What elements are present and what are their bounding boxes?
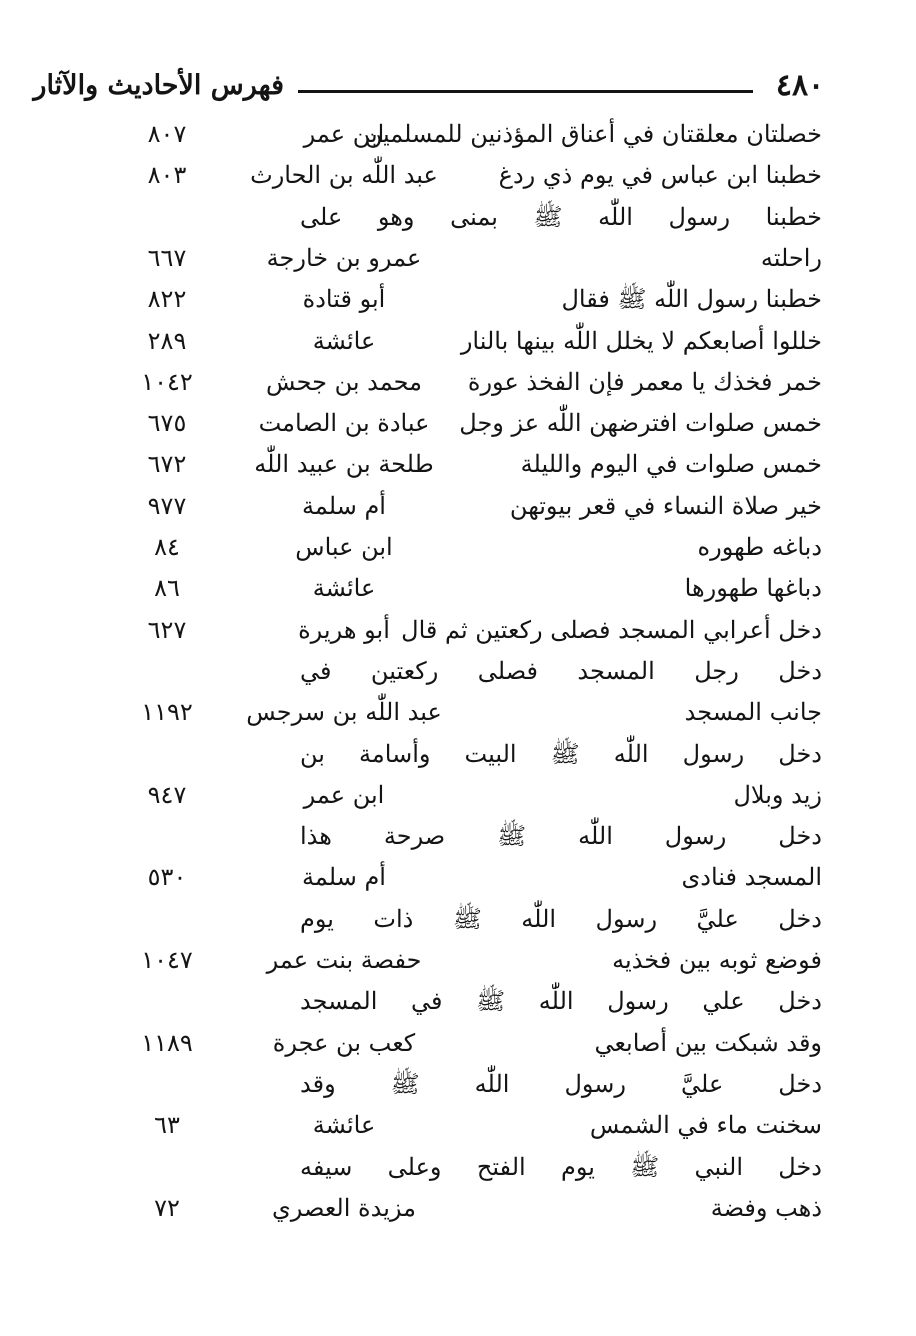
hadith-text-line: دخل علي رسول اللّٰه ﷺ في المسجد [300,987,822,1016]
narrator-name: عائشة [312,574,376,603]
narrator-name: حفصة بنت عمر [266,946,422,974]
narrator-name: أبو قتادة [302,285,386,314]
page-reference: ٦٣ [154,1111,180,1140]
page-reference: ١٠٤٢ [141,367,193,396]
narrator-name: أبو هريرة [298,615,390,644]
page-reference: ٢٨٩ [147,326,187,355]
hadith-text-line: خمس صلوات افترضهن اللّٰه عز وجل [459,409,822,438]
page-reference: ٦٧٢ [147,450,187,479]
narrator-name: أم سلمة [302,491,386,520]
page-reference: ٨٠٧ [147,120,187,148]
hadith-text-line: خللوا أصابعكم لا يخلل اللّٰه بينها بالنار [460,326,822,355]
narrator-name: عبد اللّٰه بن الحارث [250,161,438,190]
hadith-text-line: خطبنا رسول اللّٰه ﷺ فقال [561,285,822,314]
hadith-text-line: سخنت ماء في الشمس [589,1111,822,1140]
narrator-name: عائشة [312,326,376,355]
narrator-name: عمرو بن خارجة [266,243,422,272]
page-reference: ٩٤٧ [147,780,187,809]
hadith-text-line: خمر فخذك يا معمر فإن الفخذ عورة [467,367,822,396]
page-reference: ١١٩٢ [141,698,193,727]
page-reference: ٥٣٠ [147,863,187,892]
narrator-name: عبد اللّٰه بن سرجس [246,698,442,727]
narrator-name: عائشة [312,1111,376,1140]
narrator-name: ابن عمر [303,780,385,809]
hadith-text-line: المسجد فنادى [681,863,822,892]
running-title: فهرس الأحاديث والآثار [33,70,284,101]
page-reference: ٦٦٧ [147,243,187,272]
hadith-text-line: دباغها طهورها [684,574,822,603]
page-reference: ٦٧٥ [147,409,187,438]
page-reference: ٨٢٢ [147,285,187,314]
narrator-name: ابن عباس [295,533,393,561]
hadith-text-line: فوضع ثوبه بين فخذيه [612,946,822,974]
hadith-text-line: دخل رجل المسجد فصلى ركعتين في [300,656,822,685]
hadith-text-line: دخل عليَّ رسول اللّٰه ﷺ ذات يوم [300,904,822,933]
narrator-name: مزيدة العصري [272,1193,416,1222]
hadith-text-line: خير صلاة النساء في قعر بيوتهن [509,491,822,520]
narrator-name: عبادة بن الصامت [258,409,430,438]
hadith-text-line: دخل رسول اللّٰه ﷺ صرحة هذا [300,822,822,851]
hadith-text-line: خصلتان معلقتان في أعناق المؤذنين للمسلمين [364,120,822,148]
page-reference: ١١٨٩ [141,1028,193,1057]
page-reference: ٨٤ [154,533,180,561]
page-reference: ٨٠٣ [147,161,187,190]
narrator-name: كعب بن عجرة [272,1028,416,1057]
page-reference: ١٠٤٧ [141,946,193,974]
hadith-text-line: دخل أعرابي المسجد فصلى ركعتين ثم قال [401,615,822,644]
hadith-text-line: دخل النبي ﷺ يوم الفتح وعلى سيفه [300,1152,822,1181]
page-reference: ٧٢ [154,1193,180,1222]
hadith-text-line: جانب المسجد [684,698,822,727]
hadith-text-line: خطبنا رسول اللّٰه ﷺ بمنى وهو على [300,202,822,231]
hadith-text-line: دباغه طهوره [697,533,822,561]
hadith-text-line: وقد شبكت بين أصابعي [594,1028,822,1057]
hadith-text-line: خمس صلوات في اليوم والليلة [520,450,822,479]
narrator-name: طلحة بن عبيد اللّٰه [254,450,434,479]
hadith-text-line: خطبنا ابن عباس في يوم ذي ردغ [498,161,822,190]
hadith-text-line: دخل عليَّ رسول اللّٰه ﷺ وقد [300,1069,822,1098]
hadith-text-line: دخل رسول اللّٰه ﷺ البيت وأسامة بن [300,739,822,768]
narrator-name: محمد بن جحش [266,367,422,396]
page-reference: ٦٢٧ [147,615,187,644]
hadith-text-line: ذهب وفضة [710,1193,822,1222]
page-number: ٤٨٠ [775,68,825,103]
narrator-name: ابن عمر [303,120,385,148]
page-reference: ٨٦ [154,574,180,603]
page-reference: ٩٧٧ [147,491,187,520]
narrator-name: أم سلمة [302,863,386,892]
hadith-text-line: راحلته [760,243,822,272]
hadith-text-line: زيد وبلال [733,780,822,809]
